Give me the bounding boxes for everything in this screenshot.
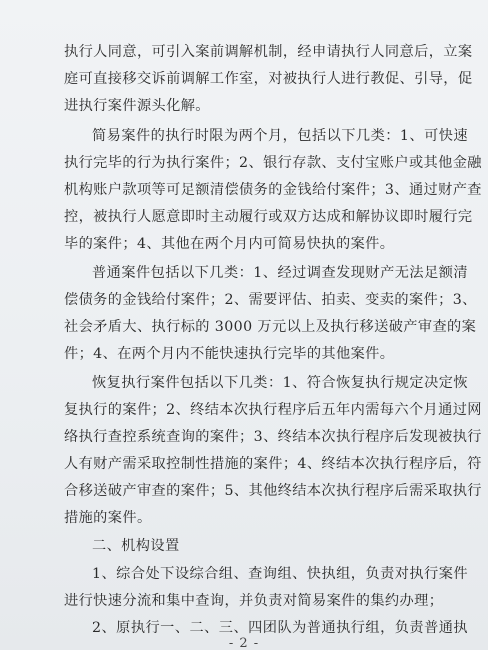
- paragraph-start-line: 普通案件包括以下几类：1、经过调查发现财产无法足额清: [92, 265, 468, 281]
- text-line: 进执行案件源头化解。: [64, 98, 210, 114]
- text-line: 控，被执行人愿意即时主动履行或双方达成和解协议即时履行完: [64, 209, 473, 225]
- text-line: 人有财产需采取控制性措施的案件；4、终结本次执行程序后，符: [64, 456, 482, 472]
- text-line: 庭可直接移交诉前调解工作室，对被执行人进行教促、引导，促: [64, 71, 473, 87]
- text-line: 措施的案件。: [64, 510, 152, 526]
- text-line: 进行快速分流和集中查询，并负责对简易案件的集约办理；: [64, 593, 444, 609]
- section-heading: 二、机构设置: [92, 538, 180, 554]
- text-line: 件；4、在两个月内不能快速执行完毕的其他案件。: [64, 346, 395, 362]
- paragraph-start-line: 恢复执行案件包括以下几类：1、符合恢复执行规定决定恢: [92, 375, 468, 391]
- paragraph-start-line: 2、原执行一、二、三、四团队为普通执行组，负责普通执: [92, 620, 468, 636]
- text-line: 复执行的案件；2、终结本次执行程序后五年内需每六个月通过网: [64, 402, 482, 418]
- paragraph-start-line: 简易案件的执行时限为两个月，包括以下几类：1、可快速: [92, 128, 468, 144]
- page-number: - 2 -: [228, 636, 260, 650]
- text-line: 络执行查控系统查询的案件；3、终结本次执行程序后发现被执行: [64, 429, 482, 445]
- text-line: 执行完毕的行为执行案件；2、银行存款、支付宝账户或其他金融: [64, 155, 482, 171]
- text-line: 合移送破产审查的案件；5、其他终结本次执行程序后需采取执行: [64, 483, 482, 499]
- text-line: 机构账户款项等可足额清偿债务的金钱给付案件；3、通过财产查: [64, 182, 482, 198]
- text-line: 执行人同意，可引入案前调解机制，经申请执行人同意后，立案: [64, 44, 473, 60]
- paragraph-start-line: 1、综合处下设综合组、查询组、快执组，负责对执行案件: [92, 566, 468, 582]
- text-line: 偿债务的金钱给付案件；2、需要评估、拍卖、变卖的案件；3、: [64, 292, 477, 308]
- text-line: 社会矛盾大、执行标的 3000 万元以上及执行移送破产审查的案: [64, 319, 477, 335]
- text-line: 毕的案件；4、其他在两个月内可简易快执的案件。: [64, 236, 395, 252]
